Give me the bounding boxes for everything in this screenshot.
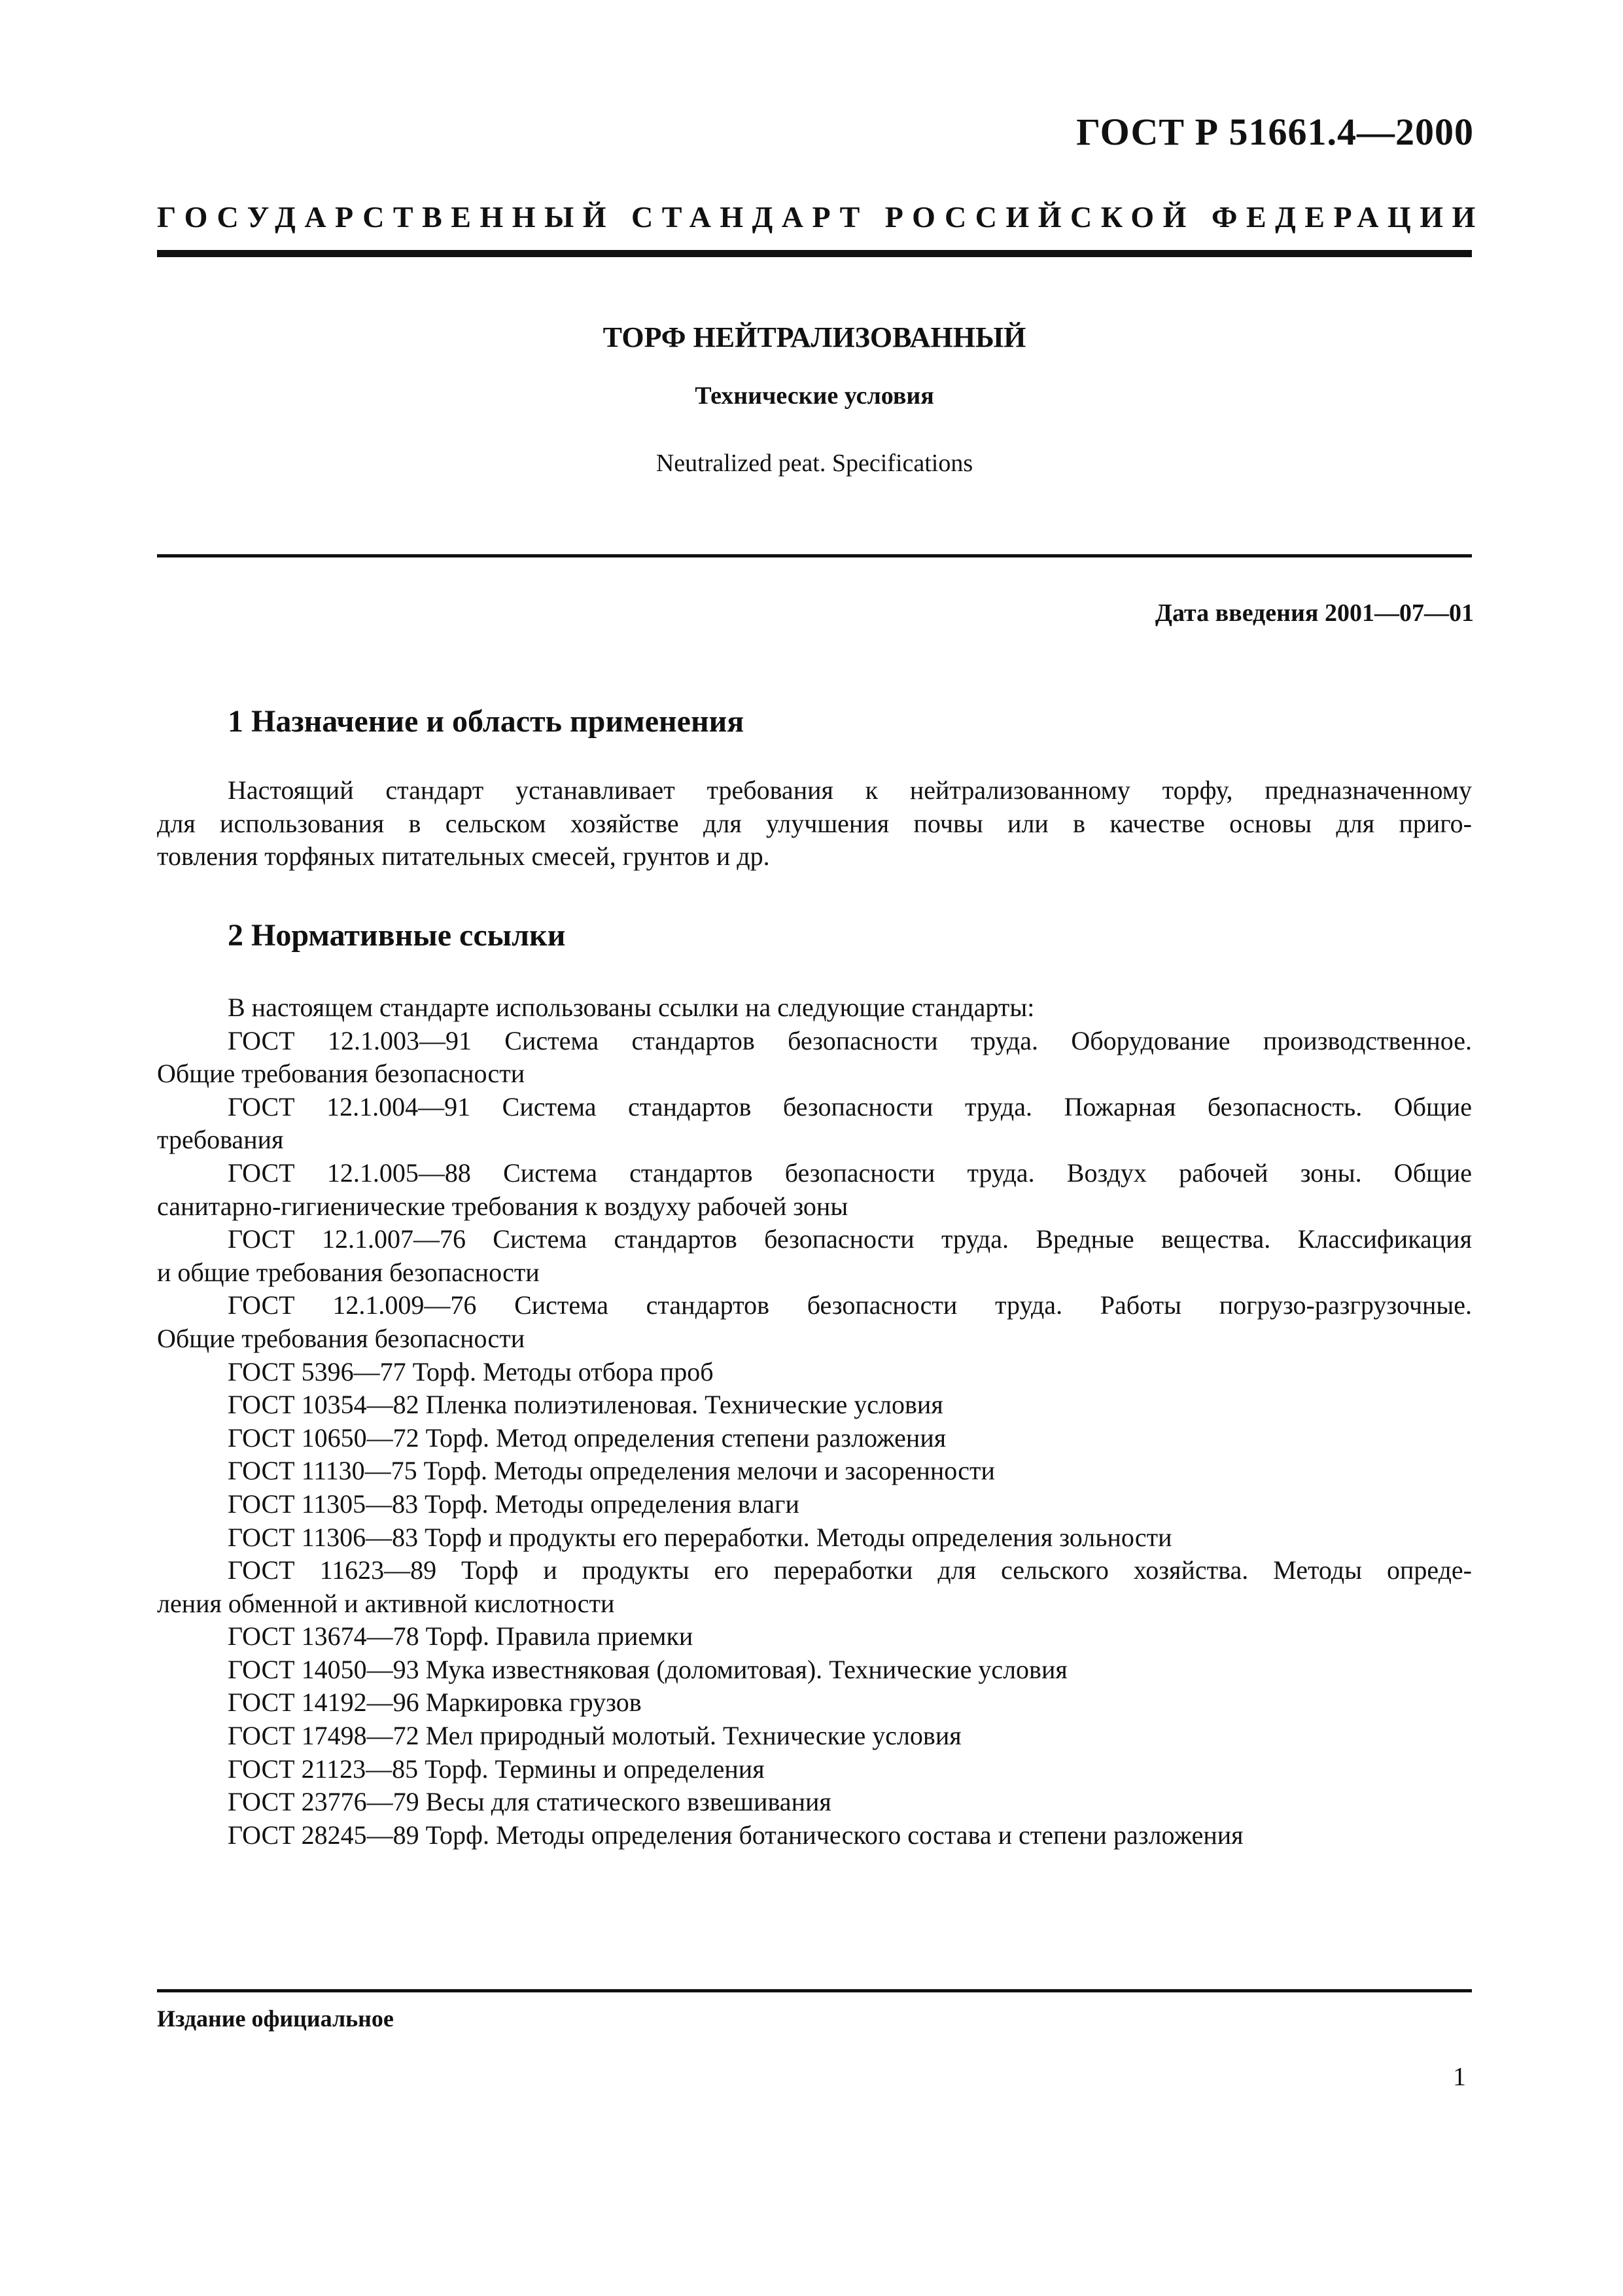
document-title-english: Neutralized peat. Specifications (655, 450, 973, 477)
reference-line: и общие требования безопасности (157, 1257, 540, 1287)
reference-line: Общие требования безопасности (157, 1059, 525, 1089)
section-2-heading: 2 Нормативные ссылки (228, 918, 566, 953)
reference-line: ГОСТ 14050—93 Мука известняковая (доломитовая). Технические условия (228, 1654, 1068, 1684)
reference-line: ГОСТ 10354—82 Пленка полиэтиленовая. Технические условия (228, 1390, 943, 1420)
reference-line: требования (157, 1125, 284, 1155)
title-rule (157, 554, 1472, 557)
reference-line: ГОСТ 11130—75 Торф. Методы определения мелочи и засоренности (228, 1456, 995, 1486)
reference-line: санитарно-гигиенические требования к воздуху рабочей зоны (157, 1191, 848, 1221)
reference-line: ГОСТ 12.1.003—91 Система стандартов безопасности труда. Оборудование производственное. (228, 1025, 1472, 1055)
reference-line: ГОСТ 23776—79 Весы для статического взвешивания (228, 1787, 831, 1817)
reference-line: ГОСТ 11305—83 Торф. Методы определения влаги (228, 1489, 799, 1519)
introduction-date: Дата введения 2001—07—01 (1155, 599, 1474, 627)
reference-line: ГОСТ 17498—72 Мел природный молотый. Технические условия (228, 1721, 962, 1751)
section-1-heading: 1 Назначение и область применения (228, 704, 744, 739)
reference-line: ГОСТ 13674—78 Торф. Правила приемки (228, 1621, 693, 1651)
reference-line: ГОСТ 11306—83 Торф и продукты его переработки. Методы определения зольности (228, 1522, 1172, 1552)
reference-line: ГОСТ 12.1.009—76 Система стандартов безопасности труда. Работы погрузо-разгрузочные. (228, 1290, 1472, 1320)
reference-line: ГОСТ 10650—72 Торф. Метод определения степени разложения (228, 1422, 947, 1453)
reference-line: ления обменной и активной кислотности (157, 1588, 615, 1618)
footer-rule (157, 1989, 1472, 1992)
reference-line: ГОСТ 28245—89 Торф. Методы определения ботанического состава и степени разложения (228, 1820, 1244, 1850)
section-2-text (157, 991, 1472, 1852)
document-title: ТОРФ НЕЙТРАЛИЗОВАННЫЙ (602, 321, 1026, 353)
edition-note: Издание официальное (157, 2005, 394, 2032)
reference-line: ГОСТ 12.1.007—76 Система стандартов безопасности труда. Вредные вещества. Классификация (228, 1224, 1472, 1254)
paragraph-line: Настоящий стандарт устанавливает требования к нейтрализованному торфу, предназначенному (228, 775, 1472, 805)
reference-line: ГОСТ 14192—96 Маркировка грузов (228, 1687, 642, 1718)
reference-line: ГОСТ 21123—85 Торф. Термины и определения (228, 1754, 765, 1784)
paragraph-line: для использования в сельском хозяйстве для улучшения почвы или в качестве основы для приго- (157, 808, 1472, 838)
page-number: 1 (1453, 2062, 1466, 2091)
header-rule (157, 250, 1472, 257)
reference-line: ГОСТ 12.1.004—91 Система стандартов безопасности труда. Пожарная безопасность. Общие (228, 1091, 1472, 1122)
reference-line: ГОСТ 5396—77 Торф. Методы отбора проб (228, 1356, 714, 1386)
paragraph-line: товления торфяных питательных смесей, грунтов и др. (157, 841, 770, 872)
document-code: ГОСТ Р 51661.4—2000 (1076, 111, 1474, 153)
paragraph-line: В настоящем стандарте использованы ссылки на следующие стандарты: (228, 993, 1035, 1022)
section-1-text (157, 774, 1472, 874)
state-standard-header: ГОСУДАРСТВЕННЫЙ СТАНДАРТ РОССИЙСКОЙ ФЕДЕРАЦИИ (157, 200, 1484, 234)
reference-line: ГОСТ 11623—89 Торф и продукты его переработки для сельского хозяйства. Методы опреде- (228, 1555, 1472, 1585)
reference-line: ГОСТ 12.1.005—88 Система стандартов безопасности труда. Воздух рабочей зоны. Общие (228, 1157, 1472, 1188)
document-subtitle: Технические условия (695, 382, 934, 410)
reference-line: Общие требования безопасности (157, 1323, 525, 1353)
